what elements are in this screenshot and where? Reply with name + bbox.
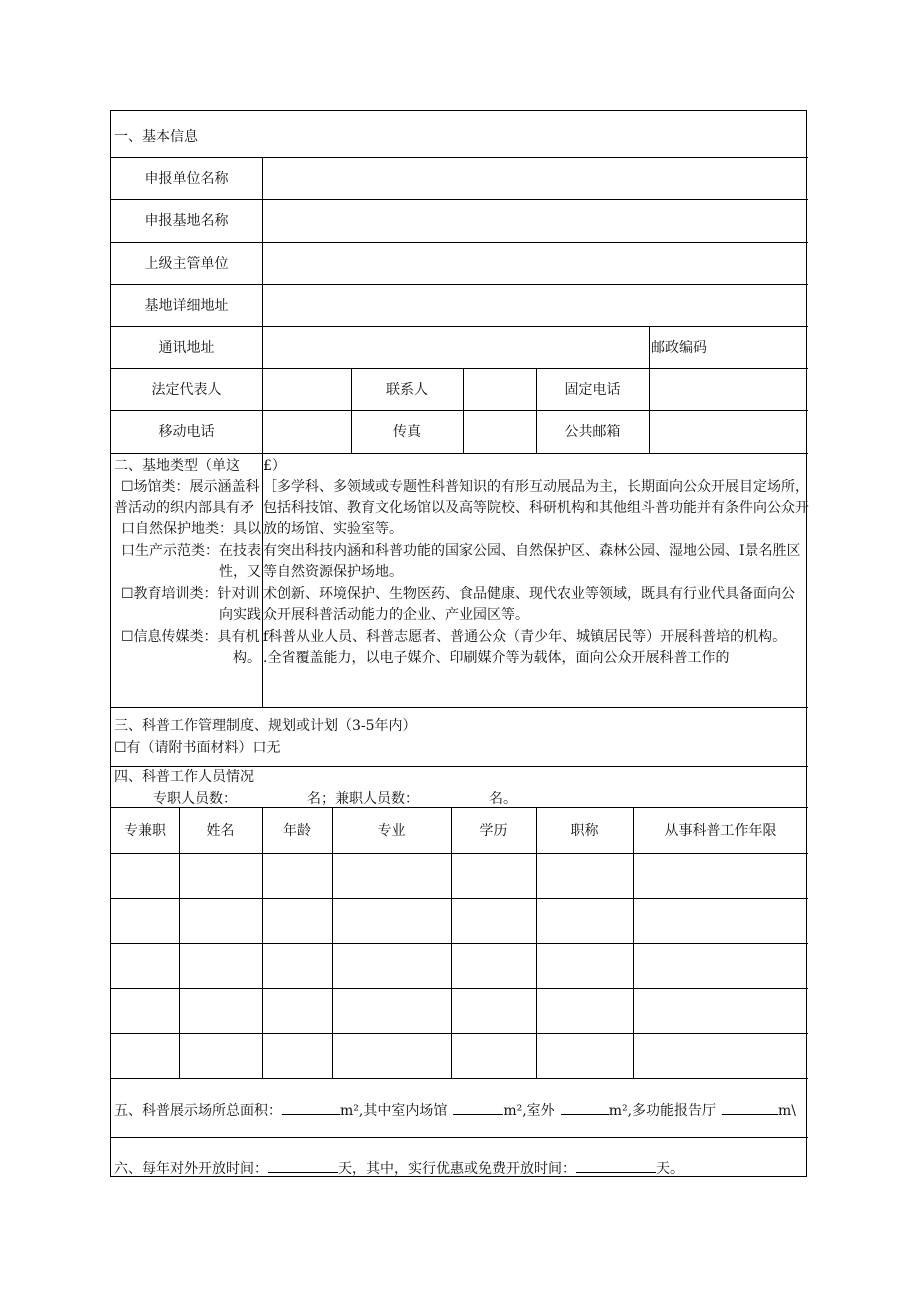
header-major: 专业 — [377, 823, 406, 839]
part-time-label: 名；兼职人员数： — [307, 791, 419, 807]
header-age: 年龄 — [283, 823, 311, 839]
divider — [111, 1078, 808, 1079]
divider — [111, 1137, 808, 1138]
description-line: 众开展科普活动能力的企业、产业园区等。 — [263, 607, 529, 623]
open-time-mid: 天，其中，实行优惠或免费开放时间： — [338, 1161, 576, 1177]
superior-field[interactable] — [263, 243, 807, 284]
description-line: f科普从业人员、科普志愿者、普通公众（青少年、城镇居民等）开展科普培的机构。 — [263, 629, 787, 645]
label-superior: 上级主管单位 — [144, 256, 229, 272]
open-days-field[interactable] — [268, 1158, 338, 1173]
section2-title: 二、基地类型（单这 — [114, 458, 240, 474]
area-unit: m²,多功能报告厅 — [608, 1103, 717, 1119]
option-production-demo[interactable]: 口生产示范类：在技表 — [121, 543, 261, 559]
label-fax: 传真 — [393, 424, 421, 440]
section2-title-tail: £） — [263, 458, 286, 474]
description-line: 包括科技馆、教育文化场馆以及高等院校、科研机构和其他组斗普功能并有条件向公众开 — [263, 500, 809, 516]
contact-field[interactable] — [464, 369, 536, 410]
label-email: 公共邮箱 — [564, 424, 621, 440]
unit-end: 名。 — [489, 791, 517, 807]
application-form — [110, 110, 807, 1177]
area-unit: m²,室外 — [503, 1103, 555, 1119]
option-nature-reserve[interactable]: 口自然保护地类：具以 — [121, 521, 261, 537]
full-time-label: 专职人员数： — [153, 791, 237, 807]
area-unit: m\ — [778, 1103, 797, 1119]
header-education: 学历 — [479, 823, 508, 839]
management-system-options[interactable]: ☐有（请附书面材料）口无 — [114, 740, 281, 756]
section3-title: 三、科普工作管理制度、规划或计划（3-5年内） — [114, 718, 417, 734]
label-landline: 固定电话 — [564, 382, 621, 398]
header-title: 职称 — [570, 823, 599, 839]
hall-area-field[interactable] — [722, 1100, 778, 1115]
email-field[interactable] — [650, 411, 807, 453]
landline-field[interactable] — [650, 369, 807, 410]
label-base-name: 申报基地名称 — [144, 213, 229, 229]
option-production-demo-cont: 性，又 — [219, 564, 261, 580]
description-line: .全省覆盖能力，以电子媒介、印刷媒介等为载体，面向公众开展科普工作的 — [263, 650, 730, 666]
divider — [111, 453, 808, 454]
mail-address-field[interactable] — [263, 327, 649, 368]
section4-title: 四、科普工作人员情况 — [114, 769, 254, 785]
header-name: 姓名 — [206, 823, 235, 839]
unit-name-field[interactable] — [263, 158, 807, 199]
legal-rep-field[interactable] — [263, 369, 351, 410]
label-legal-rep: 法定代表人 — [151, 382, 222, 398]
fax-field[interactable] — [464, 411, 536, 453]
divider — [111, 807, 808, 808]
mobile-field[interactable] — [263, 411, 351, 453]
description-line: ［多学科、多领域或专题性科普知识的有形互动展品为主，长期面向公众开展目定场所， — [263, 479, 809, 495]
free-days-field[interactable] — [576, 1158, 656, 1173]
section1-title: 一、基本信息 — [114, 129, 198, 145]
table-row[interactable] — [111, 854, 808, 898]
option-venue[interactable]: ☐场馆类：展示涵盖科 — [121, 479, 260, 495]
option-education-cont: 向实践 — [219, 607, 261, 623]
option-education[interactable]: ☐教育培训类：针对训 — [121, 586, 260, 602]
option-media-cont: 构。 — [233, 650, 261, 666]
label-postcode: 邮政编码 — [651, 340, 707, 356]
indoor-area-field[interactable] — [453, 1100, 503, 1115]
option-venue-cont: 普活动的织内部具有矛 — [114, 500, 254, 516]
section5-area-line — [114, 1100, 796, 1120]
base-name-field[interactable] — [263, 200, 807, 242]
staff-count-line — [153, 790, 517, 808]
table-row[interactable] — [111, 944, 808, 988]
description-line: 等自然资源保护场地。 — [263, 564, 403, 580]
table-row[interactable] — [111, 1034, 808, 1078]
area-label: 五、科普展示场所总面积： — [114, 1103, 282, 1119]
description-line: 放的场馆、实验室等。 — [263, 521, 403, 537]
table-row[interactable] — [111, 989, 808, 1033]
address-field[interactable] — [263, 285, 807, 326]
divider — [111, 707, 808, 708]
label-unit-name: 申报单位名称 — [144, 171, 229, 187]
description-line: 术创新、环境保护、生物医药、食品健康、现代农业等领域，既具有行业代具备面向公 — [263, 586, 795, 602]
option-media[interactable]: ☐信息传媒类：具有机 — [121, 629, 260, 645]
divider — [111, 766, 808, 767]
header-years: 从事科普工作年限 — [664, 823, 777, 839]
open-time-label: 六、每年对外开放时间： — [114, 1161, 268, 1177]
section6-open-time-line — [114, 1158, 684, 1178]
total-area-field[interactable] — [282, 1100, 340, 1115]
description-line: 有突出科技内涵和科普功能的国家公园、自然保护区、森林公园、湿地公园、I景名胜区 — [263, 543, 801, 559]
header-type: 专兼职 — [124, 823, 166, 839]
area-unit: m²,其中室内场馆 — [340, 1103, 448, 1119]
outdoor-area-field[interactable] — [561, 1100, 609, 1115]
label-mail-address: 通讯地址 — [158, 340, 215, 356]
label-address: 基地详细地址 — [144, 298, 229, 314]
label-contact: 联系人 — [386, 382, 428, 398]
open-time-end: 天。 — [656, 1161, 684, 1177]
label-mobile: 移动电话 — [158, 424, 215, 440]
table-row[interactable] — [111, 899, 808, 943]
